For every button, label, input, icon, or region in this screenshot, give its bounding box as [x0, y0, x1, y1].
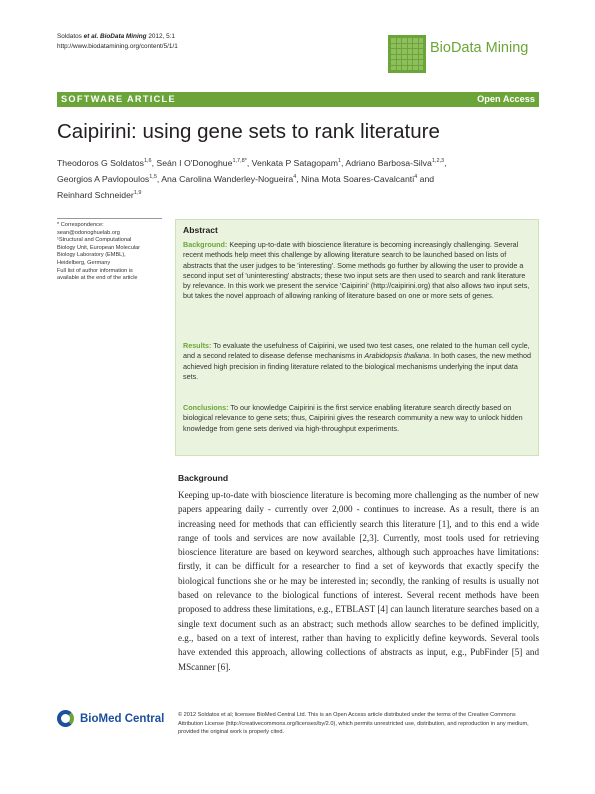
section-heading: Background: [178, 473, 229, 483]
abstract-heading: Abstract: [183, 225, 218, 235]
header-journal: BioData Mining: [100, 33, 147, 40]
header-year: 2012, 5:1: [148, 33, 175, 40]
author: Seán I O'Donoghue: [156, 157, 233, 168]
open-access-label: Open Access: [477, 94, 535, 104]
correspondence-note: * Correspondence: sean@odonoghuelab.org ¹Structural and Computational Biology Unit, European Molecular Biology Laboratory (EMBL), Heidelberg, Germany Full list of author information is available at the end of the article: [57, 218, 162, 283]
header-authors: Soldatos: [57, 33, 82, 40]
header-url[interactable]: http://www.biodatamining.org/content/5/1/1: [57, 43, 178, 50]
header-etal: et al.: [83, 33, 99, 40]
article-title: Caipirini: using gene sets to rank literature: [57, 120, 440, 143]
journal-logo-text: BioData Mining: [430, 40, 529, 56]
abstract-results: Results: To evaluate the usefulness of Caipirini, we used two test cases, one related to the human cell cycle, and a second related to disease defense mechanisms in Arabidopsis thaliana. In both cases, the new method achieved high precision in finding literature related to the biological mechanisms underlying the input data sets.: [183, 341, 532, 381]
author: Georgios A Pavlopoulos: [57, 173, 150, 184]
author-list: Theodoros G Soldatos$^{1,6}$, Seán I O'Donoghue$^{1,7,8*}$, Venkata P Satagopam$^1$, Adriano Barbosa-Silva$^{1,2,3}$, Georgios A Pavlopoulos$^{1,5}$, Ana Carolina Wanderley-Nogueira$^4$, Nina Mota Soares-Cavalcanti$^4$ and Reinhard Schneider$^{1,9}$: [57, 157, 447, 200]
author: Venkata P Satagopam: [251, 157, 338, 168]
running-header: [57, 32, 178, 52]
author: Adriano Barbosa-Silva: [345, 157, 432, 168]
publisher-name: BioMed Central: [80, 713, 165, 725]
journal-logo-icon: [388, 35, 426, 73]
license-text: © 2012 Soldatos et al; licensee BioMed Central Ltd. This is an Open Access article distributed under the terms of the Creative Commons Attribution License (http://creativecommons.org/licenses/by/2.0), which permits unrestricted use, distribution, and reproduction in any medium, provided the original work is properly cited.: [178, 712, 529, 736]
author: Theodoros G Soldatos: [57, 157, 144, 168]
article-type-band: [57, 92, 539, 107]
biomed-central-logo-icon: [57, 710, 74, 727]
abstract-conclusions: Conclusions: To our knowledge Caipirini is the first service enabling literature search directly based on biological relevance to gene sets; thus, Caipirini gives the research community a new way to unlock hidden knowledge from gene sets derived via high-throughput experiments.: [183, 403, 523, 433]
author: Reinhard Schneider: [57, 189, 134, 200]
author: Ana Carolina Wanderley-Nogueira: [161, 173, 294, 184]
author: Nina Mota Soares-Cavalcanti: [301, 173, 415, 184]
correspondence-email[interactable]: sean@odonoghuelab.org: [57, 229, 120, 236]
abstract-background: Background: Keeping up-to-date with bioscience literature is becoming increasingly challenging. Several recent methods help meet this challenge by allowing literature search to be launched based on lists of abstracts that the user judges to be 'interesting'. Some methods go further by allowing the user to provide a second input set of 'uninteresting' abstracts; these two input sets are then used to search and rank literature by relevance. In this work we present the service 'Caipirini' (http://caipirini.org) that also allows two input sets, but takes the novel approach of allowing ranking of literature based on one or more sets of genes.: [183, 240, 530, 301]
body-paragraph: Keeping up-to-date with bioscience literature is becoming more challenging as the number of new papers appearing daily - currently over 2,000 - continues to increase. As a result, there is an increasing need for methods that can efficiently search this literature [1], and to this end a wide range of tools and services are now available [2,3]. Currently, most tools used for retrieving bioscience literature are based on keyword searches, although such approaches have limitations: firstly, it can be difficult for a researcher to find a set of keywords that exactly specify the biological functions she or he may be interested in; secondly, the ranking of results is usually not based on relevance to the biological functions of interest. Several recent methods have been proposed to address these limitations, e.g., ETBLAST [4] can launch literature searches based on a single text document such as an abstract; such methods allow searches to be defined implicitly, e.g., based on a text of interest, rather than having to explicitly define keywords. Several tools have extended this approach, allowing collections of abstracts as input, e.g., PubFinder [5] and MScanner [6].: [178, 490, 539, 672]
article-type: SOFTWARE ARTICLE: [61, 94, 176, 104]
